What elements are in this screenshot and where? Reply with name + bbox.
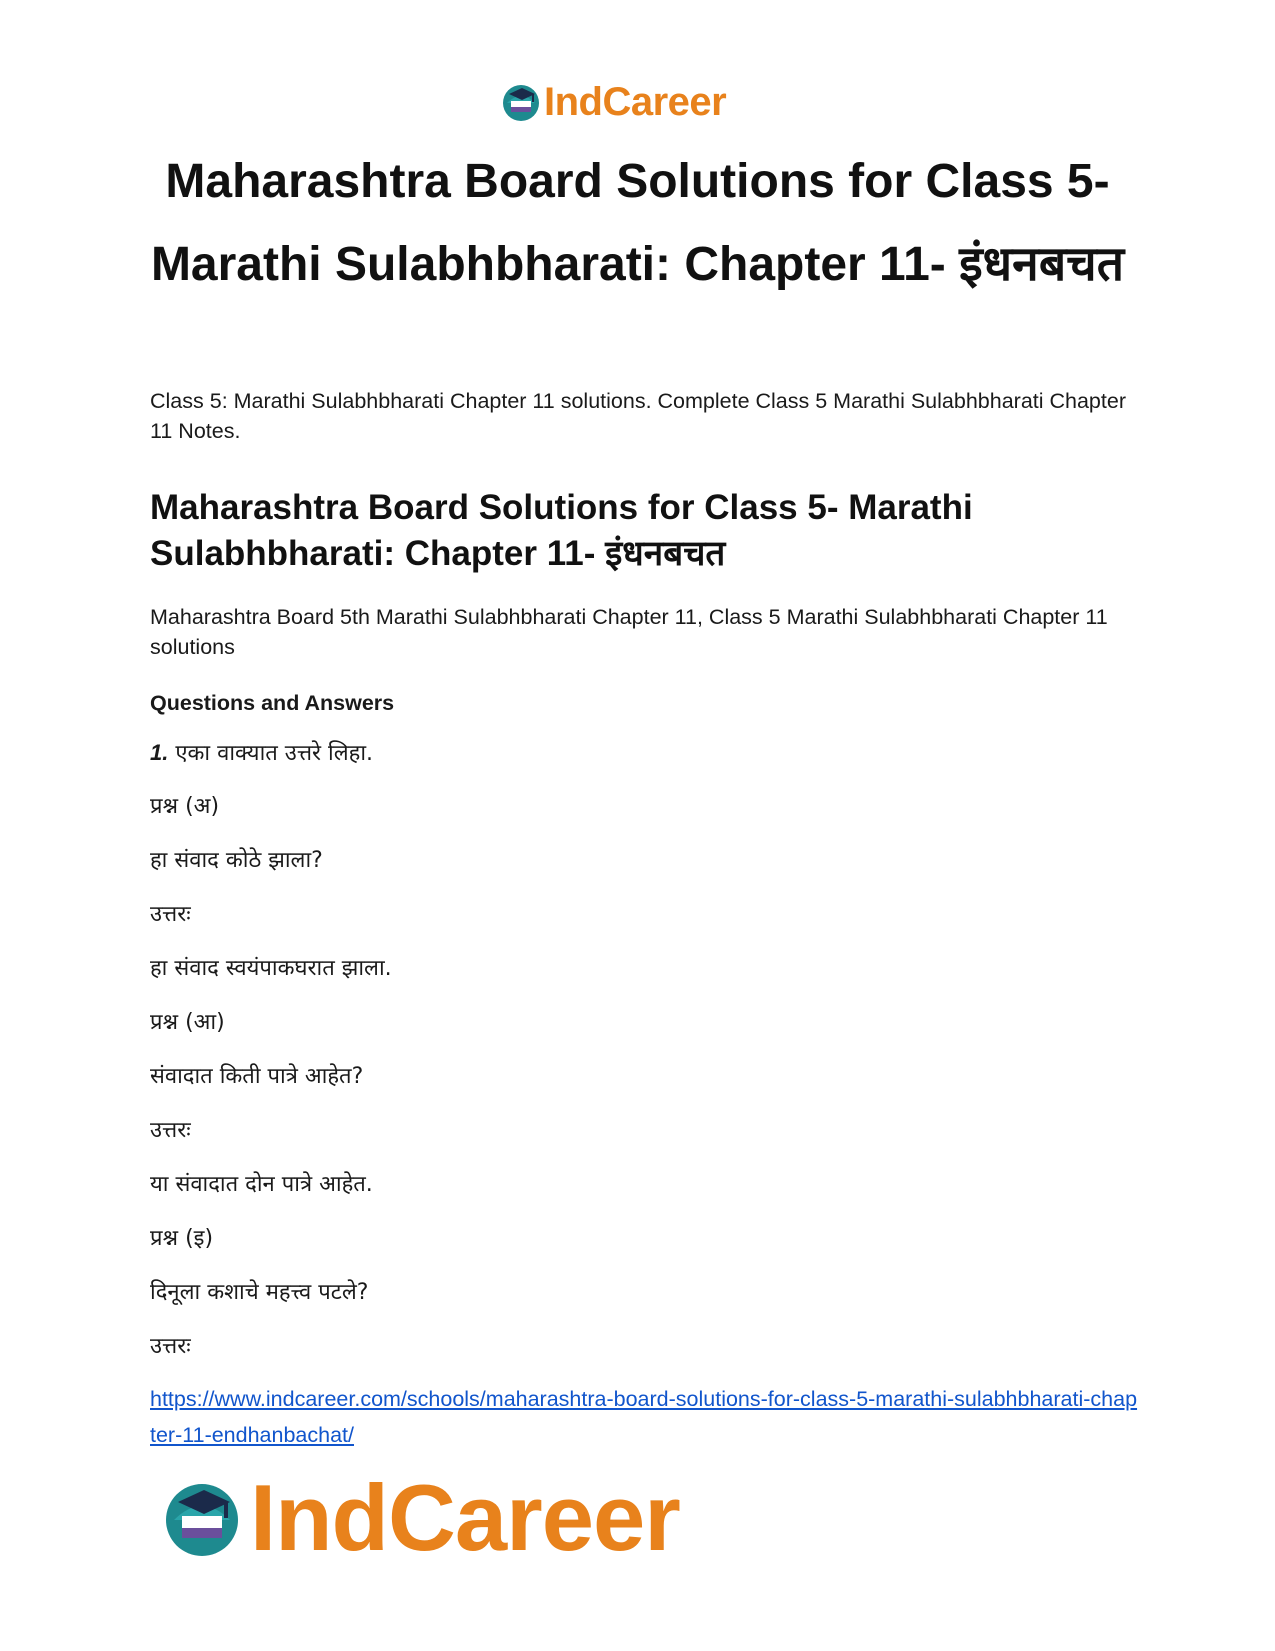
questions-heading: Questions and Answers <box>150 691 395 715</box>
logo-wordmark: IndCareer <box>250 1465 680 1570</box>
question-text: हा संवाद कोठे झाला? <box>150 848 323 873</box>
indcareer-logo-bottom <box>160 1465 680 1570</box>
question-label: प्रश्न (आ) <box>150 1010 225 1035</box>
question-text: संवादात किती पात्रे आहेत? <box>150 1064 364 1089</box>
question-label: प्रश्न (अ) <box>150 794 220 819</box>
graduation-globe-icon <box>500 81 542 123</box>
description-paragraph: Maharashtra Board 5th Marathi Sulabhbharati Chapter 11, Class 5 Marathi Sulabhbharati Chapter 11 solutions <box>150 605 1108 659</box>
answer-label: उत्तरः <box>150 1334 191 1359</box>
intro-paragraph: Class 5: Marathi Sulabhbharati Chapter 11 solutions. Complete Class 5 Marathi Sulabhbharati Chapter 11 Notes. <box>150 389 1126 443</box>
graduation-globe-icon <box>160 1476 244 1560</box>
question-label: प्रश्न (इ) <box>150 1226 214 1251</box>
source-link[interactable]: https://www.indcareer.com/schools/maharashtra-board-solutions-for-class-5-marathi-sulabhbharati-chapter-11-endhanbachat/ <box>150 1387 1138 1447</box>
answer-label: उत्तरः <box>150 1118 191 1143</box>
question-instruction <box>150 738 373 769</box>
question-instruction-text: एका वाक्यात उत्तरे लिहा. <box>168 741 374 766</box>
section-title: Maharashtra Board Solutions for Class 5- Marathi Sulabhbharati: Chapter 11- इंधनबचत <box>150 488 973 573</box>
logo-wordmark: IndCareer <box>544 80 727 124</box>
answer-label: उत्तरः <box>150 902 191 927</box>
page-title: Maharashtra Board Solutions for Class 5- Marathi Sulabhbharati: Chapter 11- इंधनबचत <box>150 155 1125 291</box>
question-text: दिनूला कशाचे महत्त्व पटले? <box>150 1280 369 1305</box>
answer-text: हा संवाद स्वयंपाकघरात झाला. <box>150 956 392 981</box>
answer-text: या संवादात दोन पात्रे आहेत. <box>150 1172 373 1197</box>
indcareer-logo-top <box>500 78 726 126</box>
question-number: 1. <box>150 740 169 765</box>
